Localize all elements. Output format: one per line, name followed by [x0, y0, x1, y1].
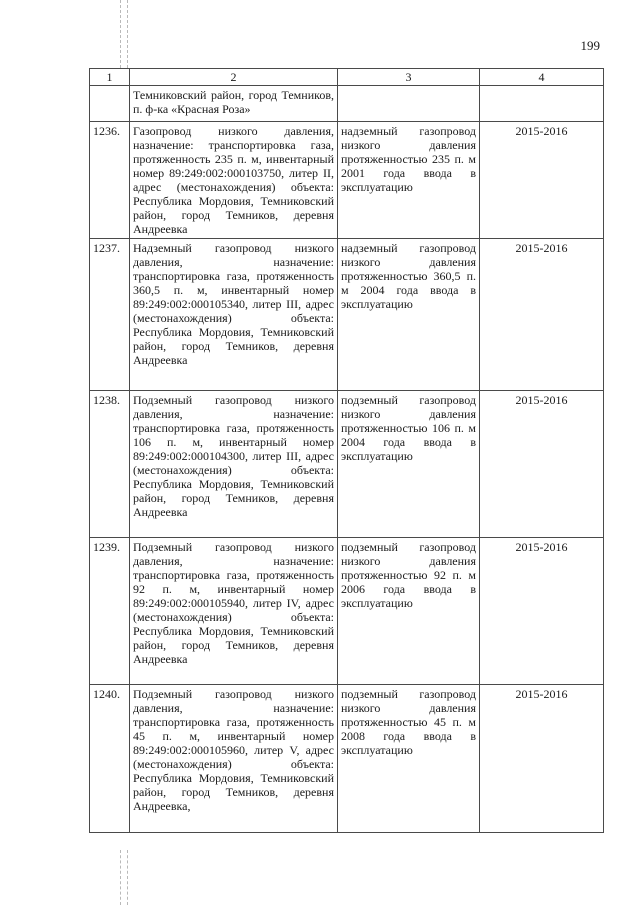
- table-row: [90, 685, 604, 833]
- scan-guide-line: [120, 0, 121, 68]
- period: 2015-2016: [480, 391, 604, 538]
- scan-guide-line: [127, 850, 128, 905]
- object-characteristics: подземный газопровод низкого давления протяженностью 45 п. м 2008 года ввода в эксплуатацию: [338, 685, 480, 833]
- scan-guide-line: [120, 850, 121, 905]
- column-header: 4: [480, 69, 604, 86]
- object-description: Подземный газопровод низкого давления, назначение: транспортировка газа, протяженность 92 п. м, инвентарный номер 89:249:002:000105940, литер IV, адрес (местонахождения) объекта: Республика Мордовия, Темниковский район, город Темников, деревня Андреевка: [130, 538, 338, 685]
- row-number: 1240.: [90, 685, 130, 833]
- table-row: [90, 122, 604, 239]
- row-number: [90, 86, 130, 122]
- column-number-row: [90, 69, 604, 86]
- column-header: 3: [338, 69, 480, 86]
- object-characteristics: [338, 86, 480, 122]
- period: [480, 86, 604, 122]
- registry-table: [89, 68, 604, 833]
- row-number: 1238.: [90, 391, 130, 538]
- table-row: [90, 239, 604, 391]
- row-number: 1237.: [90, 239, 130, 391]
- object-description: Газопровод низкого давления, назначение: транспортировка газа, протяженность 235 п. м, инвентарный номер 89:249:002:000103750, литер II, адрес (местонахождения) объекта: Республика Мордовия, Темниковский район, город Темников, деревня Андреевка: [130, 122, 338, 239]
- object-characteristics: надземный газопровод низкого давления протяженностью 235 п. м 2001 года ввода в эксплуатацию: [338, 122, 480, 239]
- column-header: 1: [90, 69, 130, 86]
- table-row-continuation: [90, 86, 604, 122]
- object-description: Темниковский район, город Темников, п. ф-ка «Красная Роза»: [130, 86, 338, 122]
- scan-guide-line: [127, 0, 128, 68]
- object-description: Подземный газопровод низкого давления, назначение: транспортировка газа, протяженность 106 п. м, инвентарный номер 89:249:002:000104300, литер III, адрес (местонахождения) объекта: Республика Мордовия, Темниковский район, город Темников, деревня Андреевка: [130, 391, 338, 538]
- table-row: [90, 391, 604, 538]
- period: 2015-2016: [480, 685, 604, 833]
- period: 2015-2016: [480, 239, 604, 391]
- period: 2015-2016: [480, 538, 604, 685]
- object-characteristics: надземный газопровод низкого давления протяженностью 360,5 п. м 2004 года ввода в эксплуатацию: [338, 239, 480, 391]
- column-header: 2: [130, 69, 338, 86]
- object-description: Надземный газопровод низкого давления, назначение: транспортировка газа, протяженность 360,5 п. м, инвентарный номер 89:249:002:000105340, литер III, адрес (местонахождения) объекта: Республика Мордовия, Темниковский район, город Темников, деревня Андреевка: [130, 239, 338, 391]
- row-number: 1239.: [90, 538, 130, 685]
- row-number: 1236.: [90, 122, 130, 239]
- object-characteristics: подземный газопровод низкого давления протяженностью 106 п. м 2004 года ввода в эксплуатацию: [338, 391, 480, 538]
- table-row: [90, 538, 604, 685]
- object-characteristics: подземный газопровод низкого давления протяженностью 92 п. м 2006 года ввода в эксплуатацию: [338, 538, 480, 685]
- page-number: 199: [580, 38, 600, 53]
- object-description: Подземный газопровод низкого давления, назначение: транспортировка газа, протяженность 45 п. м, инвентарный номер 89:249:002:000105960, литер V, адрес (местонахождения) объекта: Республика Мордовия, Темниковский район, город Темников, деревня Андреевка,: [130, 685, 338, 833]
- period: 2015-2016: [480, 122, 604, 239]
